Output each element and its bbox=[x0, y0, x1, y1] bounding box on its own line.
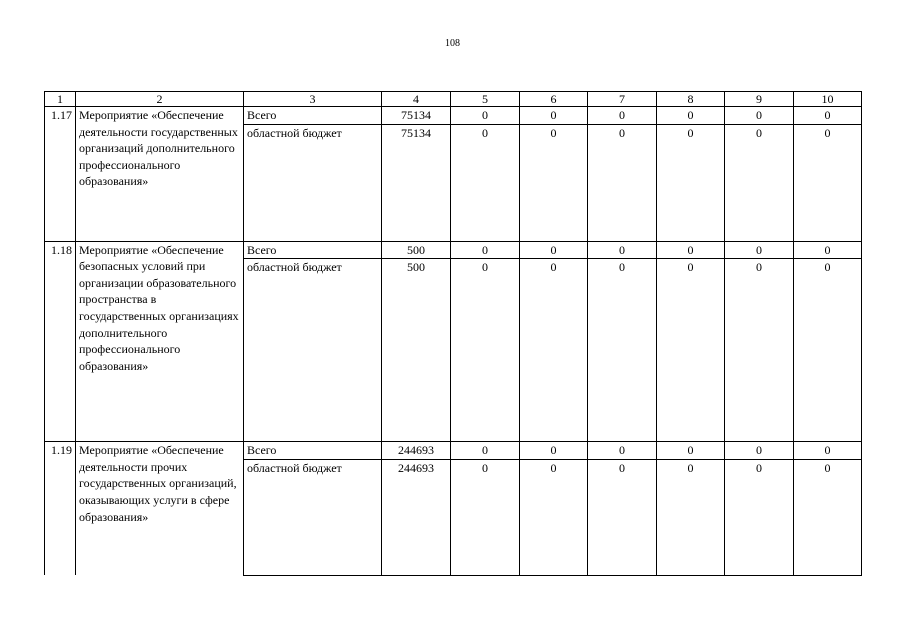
header-cell: 6 bbox=[520, 92, 588, 107]
budget-table bbox=[44, 91, 862, 576]
value-cell: 0 bbox=[657, 124, 725, 241]
value-cell: 0 bbox=[657, 259, 725, 442]
row-description: Мероприятие «Обеспечение деятельности прочих государственных организаций, оказывающих услуги в сфере образования» bbox=[76, 442, 244, 576]
value-cell: 0 bbox=[520, 442, 588, 460]
value-cell: 0 bbox=[451, 241, 520, 259]
source-cell: Всего bbox=[244, 241, 382, 259]
value-cell: 0 bbox=[588, 442, 657, 460]
table-row bbox=[45, 107, 862, 125]
value-cell: 0 bbox=[520, 241, 588, 259]
header-cell: 5 bbox=[451, 92, 520, 107]
row-number: 1.17 bbox=[45, 107, 76, 242]
value-cell: 75134 bbox=[382, 107, 451, 125]
table-row bbox=[45, 241, 862, 259]
value-cell: 0 bbox=[588, 241, 657, 259]
value-cell: 0 bbox=[725, 241, 794, 259]
value-cell: 500 bbox=[382, 241, 451, 259]
value-cell: 0 bbox=[451, 442, 520, 460]
value-cell: 0 bbox=[520, 107, 588, 125]
value-cell: 0 bbox=[725, 124, 794, 241]
header-cell: 7 bbox=[588, 92, 657, 107]
value-cell: 0 bbox=[451, 259, 520, 442]
value-cell: 0 bbox=[588, 107, 657, 125]
value-cell: 0 bbox=[794, 459, 862, 575]
source-cell: Всего bbox=[244, 107, 382, 125]
value-cell: 0 bbox=[588, 259, 657, 442]
value-cell: 0 bbox=[451, 124, 520, 241]
value-cell: 0 bbox=[794, 442, 862, 460]
value-cell: 0 bbox=[451, 459, 520, 575]
value-cell: 0 bbox=[794, 107, 862, 125]
value-cell: 0 bbox=[520, 124, 588, 241]
value-cell: 0 bbox=[725, 259, 794, 442]
row-description: Мероприятие «Обеспечение безопасных условий при организации образовательного пространства в государственных организациях дополнительного профессионального образования» bbox=[76, 241, 244, 442]
value-cell: 0 bbox=[657, 241, 725, 259]
source-cell: областной бюджет bbox=[244, 259, 382, 442]
header-cell: 1 bbox=[45, 92, 76, 107]
value-cell: 0 bbox=[657, 107, 725, 125]
value-cell: 0 bbox=[657, 442, 725, 460]
value-cell: 0 bbox=[794, 124, 862, 241]
value-cell: 0 bbox=[657, 459, 725, 575]
row-number: 1.19 bbox=[45, 442, 76, 576]
value-cell: 0 bbox=[794, 259, 862, 442]
header-cell: 3 bbox=[244, 92, 382, 107]
value-cell: 0 bbox=[588, 459, 657, 575]
value-cell: 0 bbox=[451, 107, 520, 125]
value-cell: 0 bbox=[725, 107, 794, 125]
header-cell: 2 bbox=[76, 92, 244, 107]
value-cell: 0 bbox=[520, 459, 588, 575]
value-cell: 75134 bbox=[382, 124, 451, 241]
value-cell: 500 bbox=[382, 259, 451, 442]
value-cell: 0 bbox=[588, 124, 657, 241]
header-cell: 4 bbox=[382, 92, 451, 107]
value-cell: 0 bbox=[725, 459, 794, 575]
source-cell: Всего bbox=[244, 442, 382, 460]
table-row bbox=[45, 442, 862, 460]
source-cell: областной бюджет bbox=[244, 459, 382, 575]
value-cell: 244693 bbox=[382, 442, 451, 460]
value-cell: 0 bbox=[794, 241, 862, 259]
header-row bbox=[45, 92, 862, 107]
row-number: 1.18 bbox=[45, 241, 76, 442]
header-cell: 9 bbox=[725, 92, 794, 107]
source-cell: областной бюджет bbox=[244, 124, 382, 241]
value-cell: 0 bbox=[520, 259, 588, 442]
value-cell: 0 bbox=[725, 442, 794, 460]
row-description: Мероприятие «Обеспечение деятельности государственных организаций дополнительного профессионального образования» bbox=[76, 107, 244, 242]
page-number: 108 bbox=[445, 38, 460, 49]
value-cell: 244693 bbox=[382, 459, 451, 575]
header-cell: 10 bbox=[794, 92, 862, 107]
header-cell: 8 bbox=[657, 92, 725, 107]
